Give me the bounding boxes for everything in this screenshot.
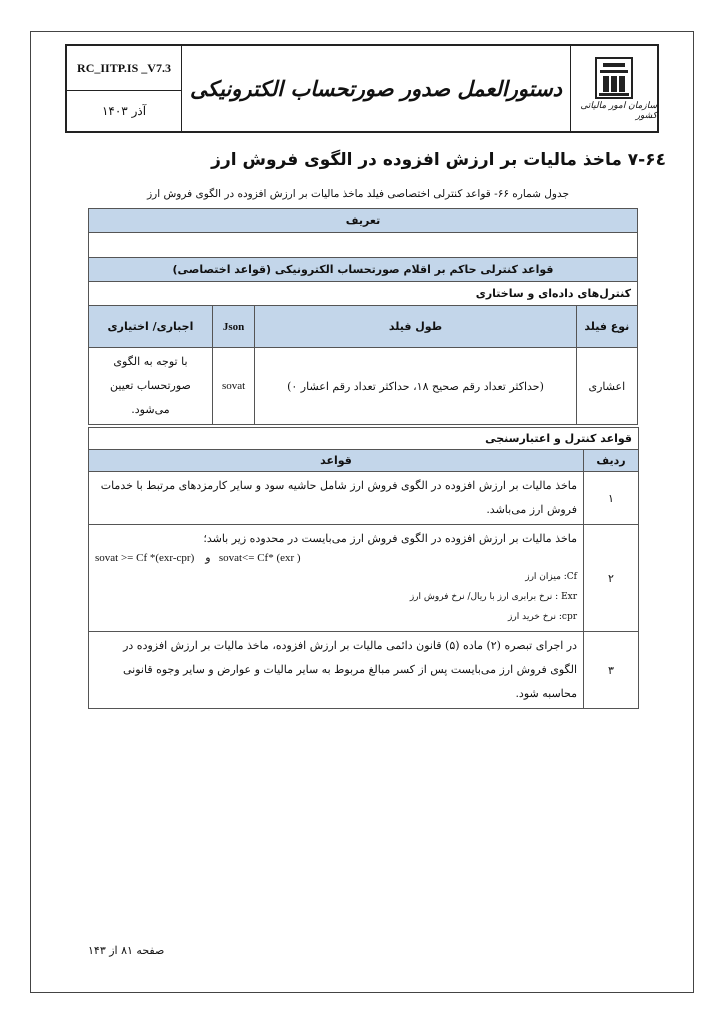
formula-upper-bound: sovat<= Cf* (exr ) (218, 552, 301, 564)
definition-label: تعریف (89, 209, 638, 233)
rule-text: ماخذ مالیات بر ارزش افزوده در الگوی فروش ارز شامل حاشیه سود و سایر کارمزدهای مرتبط با خدمات فروش ارز می‌باشد. (89, 472, 584, 525)
table-caption: جدول شماره ۶۶- قواعد کنترلی اختصاصی فیلد ماخذ مالیات بر ارزش افزوده در الگوی فروش ارز (147, 188, 569, 200)
structure-label: کنترل‌های داده‌ای و ساختاری (89, 282, 638, 306)
row-number: ۳ (584, 632, 639, 709)
page-number: صفحه ۸۱ از ۱۴۳ (88, 944, 165, 957)
rules-table (88, 208, 638, 425)
col-json-header: Json (212, 306, 254, 348)
cpr-definition: cpr: نرخ خرید ارز (508, 612, 578, 622)
col-type-header: نوع فیلد (576, 306, 637, 348)
rule-text: در اجرای تبصره (۲) ماده (۵) قانون دائمی مالیات بر ارزش افزوده، ماخذ مالیات بر ارزش افزوده در الگوی فروش ارز می‌بایست پس از کسر مبالغ مربوط به سایر مالیات و عوارض و سایر وجوه قانونی محاسبه شود. (89, 632, 584, 709)
mandatory-cell: با توجه به الگوی صورتحساب تعیین می‌شود. (89, 348, 213, 425)
document-title: دستورالعمل صدور صورتحساب الکترونیکی (189, 76, 563, 101)
col-mandatory-header: اجباری/ اختیاری (89, 306, 213, 348)
rules-band: قواعد کنترلی حاکم بر اقلام صورتحساب الکترونیکی (قواعد اختصاصی) (89, 258, 638, 282)
formula-line (95, 549, 577, 567)
col-rules-header: قواعد (89, 450, 584, 472)
field-length-cell: (حداکثر تعداد رقم صحیح ۱۸، حداکثر تعداد رقم اعشار ۰) (255, 348, 576, 425)
formula-lower-bound: sovat >= Cf *(exr-cpr) (95, 552, 195, 564)
org-logo-block (570, 46, 657, 131)
field-type-cell: اعشاری (576, 348, 637, 425)
row-number: ۱ (584, 472, 639, 525)
rule-formula-cell (89, 525, 584, 632)
exr-definition: Exr : نرخ برابری ارز با ریال/ نرخ فروش ارز (409, 592, 578, 602)
definition-text (89, 233, 638, 258)
header-meta (67, 46, 182, 131)
document-date: آذر ۱۴۰۳ (101, 104, 147, 118)
row-number: ۲ (584, 525, 639, 632)
document-header (65, 44, 659, 133)
document-code: RC_IITP.IS _V7.3 (67, 46, 181, 91)
formula-and: و (205, 552, 211, 564)
org-logo-icon (595, 57, 633, 99)
section-title: ۶٤-۷ ماخذ مالیات بر ارزش افزوده در الگوی فروش ارز (211, 150, 666, 170)
validation-table (88, 427, 639, 709)
col-length-header: طول فیلد (255, 306, 576, 348)
col-row-header: ردیف (584, 450, 639, 472)
rule-text: ماخذ مالیات بر ارزش افزوده در الگوی فروش ارز می‌بایست در محدوده زیر باشد؛ (203, 532, 578, 545)
cf-definition: Cf: میزان ارز (525, 572, 578, 582)
org-name: سازمان امور مالیاتی کشور (580, 100, 657, 121)
json-key-cell: sovat (212, 348, 254, 425)
validation-title: قواعد کنترل و اعتبارسنجی (89, 428, 639, 450)
